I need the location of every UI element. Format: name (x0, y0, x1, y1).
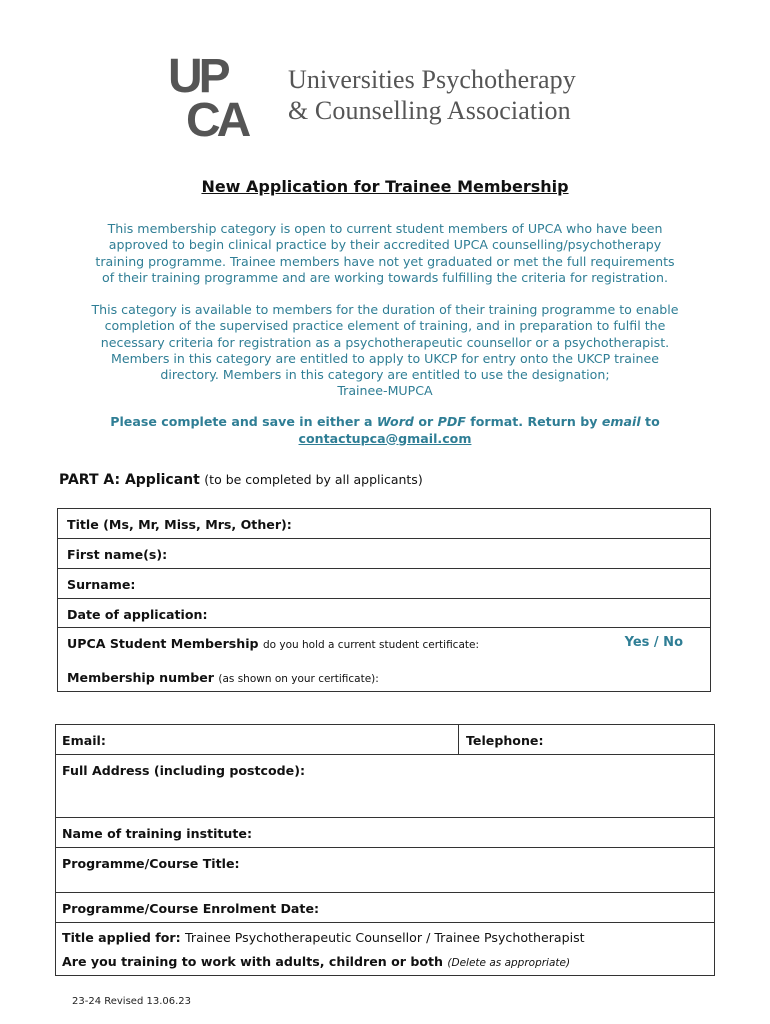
category-paragraph (40, 302, 730, 400)
yes-no-option[interactable]: Yes / No (624, 635, 683, 650)
enrolment-row[interactable] (56, 893, 714, 923)
membership-number-note: (as shown on your certificate): (218, 673, 379, 685)
page-title: New Application for Trainee Membership (201, 177, 569, 196)
instr-prefix: Please complete and save in either a (110, 414, 373, 429)
intro-line: of their training programme and are working towards fulfilling the criteria for registration. (102, 269, 668, 285)
org-name (288, 64, 576, 126)
instr-pdf: PDF (437, 414, 466, 429)
first-name-row[interactable] (58, 539, 710, 569)
membership-row[interactable] (58, 628, 710, 691)
institute-row[interactable] (56, 818, 714, 848)
instr-email-word: email (601, 414, 641, 429)
contact-email-link[interactable]: contactupca@gmail.com (298, 430, 472, 446)
category-line: Members in this category are entitled to apply to UKCP for entry onto the UKCP trainee (111, 350, 659, 366)
upca-logo (168, 52, 608, 144)
telephone-field-label: Telephone: (466, 733, 544, 748)
contact-table (55, 724, 715, 976)
upca-logo-mark (168, 52, 268, 140)
title-field-label: Title (Ms, Mr, Miss, Mrs, Other): (67, 517, 292, 532)
address-row[interactable] (56, 755, 714, 818)
course-title-field-label: Programme/Course Title: (62, 856, 240, 871)
instr-word: Word (376, 414, 414, 429)
enrolment-field-label: Programme/Course Enrolment Date: (62, 901, 320, 916)
training-with-label: Are you training to work with adults, children or both (62, 954, 443, 969)
title-applied-label: Title applied for: (62, 930, 181, 945)
intro-paragraph (40, 221, 730, 286)
intro-line: training programme. Trainee members have not yet graduated or met the full requirements (95, 253, 675, 269)
category-line: completion of the supervised practice element of training, and in preparation to fulfil the (104, 318, 666, 334)
surname-row[interactable] (58, 569, 710, 599)
intro-line: This membership category is open to current student members of UPCA who have been (107, 221, 663, 236)
logo-mark-line-1: UP (168, 52, 227, 103)
applicant-table (57, 508, 711, 692)
email-telephone-row[interactable] (56, 725, 714, 755)
membership-label-text: UPCA Student Membership (67, 636, 259, 651)
org-name-line-2: & Counselling Association (288, 96, 571, 125)
revision-footer: 23-24 Revised 13.06.23 (72, 996, 192, 1007)
institute-field-label: Name of training institute: (62, 826, 252, 841)
part-a-title: PART A: Applicant (59, 472, 200, 488)
membership-note: do you hold a current student certificate: (262, 639, 480, 651)
email-field-label: Email: (62, 733, 106, 748)
part-a-heading (59, 470, 423, 490)
training-with-note: (Delete as appropriate) (447, 957, 571, 969)
part-a-subtitle: (to be completed by all applicants) (204, 472, 423, 487)
org-name-line-1: Universities Psychotherapy (288, 65, 576, 94)
intro-line: approved to begin clinical practice by their accredited UPCA counselling/psychotherapy (108, 237, 662, 253)
instr-or: or (418, 414, 434, 429)
membership-number-text: Membership number (67, 670, 214, 685)
category-line: directory. Members in this category are entitled to use the designation; (160, 367, 610, 383)
date-field-label: Date of application: (67, 607, 208, 622)
title-applied-row[interactable] (56, 923, 714, 975)
category-line: This category is available to members for the duration of their training programme to enable (91, 302, 679, 317)
membership-label (67, 636, 479, 653)
column-divider (458, 725, 459, 755)
instr-to: to (645, 414, 660, 429)
first-name-field-label: First name(s): (67, 547, 168, 562)
training-with-line (62, 954, 570, 971)
category-line: Trainee-MUPCA (337, 383, 433, 399)
membership-number-label (67, 670, 379, 687)
submission-instructions (40, 414, 730, 447)
title-applied-line (62, 930, 585, 946)
course-title-row[interactable] (56, 848, 714, 893)
title-applied-value[interactable]: Trainee Psychotherapeutic Counsellor / Trainee Psychotherapist (185, 930, 585, 945)
instr-middle: format. Return by (470, 414, 598, 429)
address-field-label: Full Address (including postcode): (62, 763, 305, 778)
logo-mark-line-2: CA (186, 94, 248, 140)
category-line: necessary criteria for registration as a psychotherapeutic counsellor or a psychotherapist. (100, 334, 670, 350)
date-row[interactable] (58, 599, 710, 628)
title-row[interactable] (58, 509, 710, 539)
surname-field-label: Surname: (67, 577, 136, 592)
